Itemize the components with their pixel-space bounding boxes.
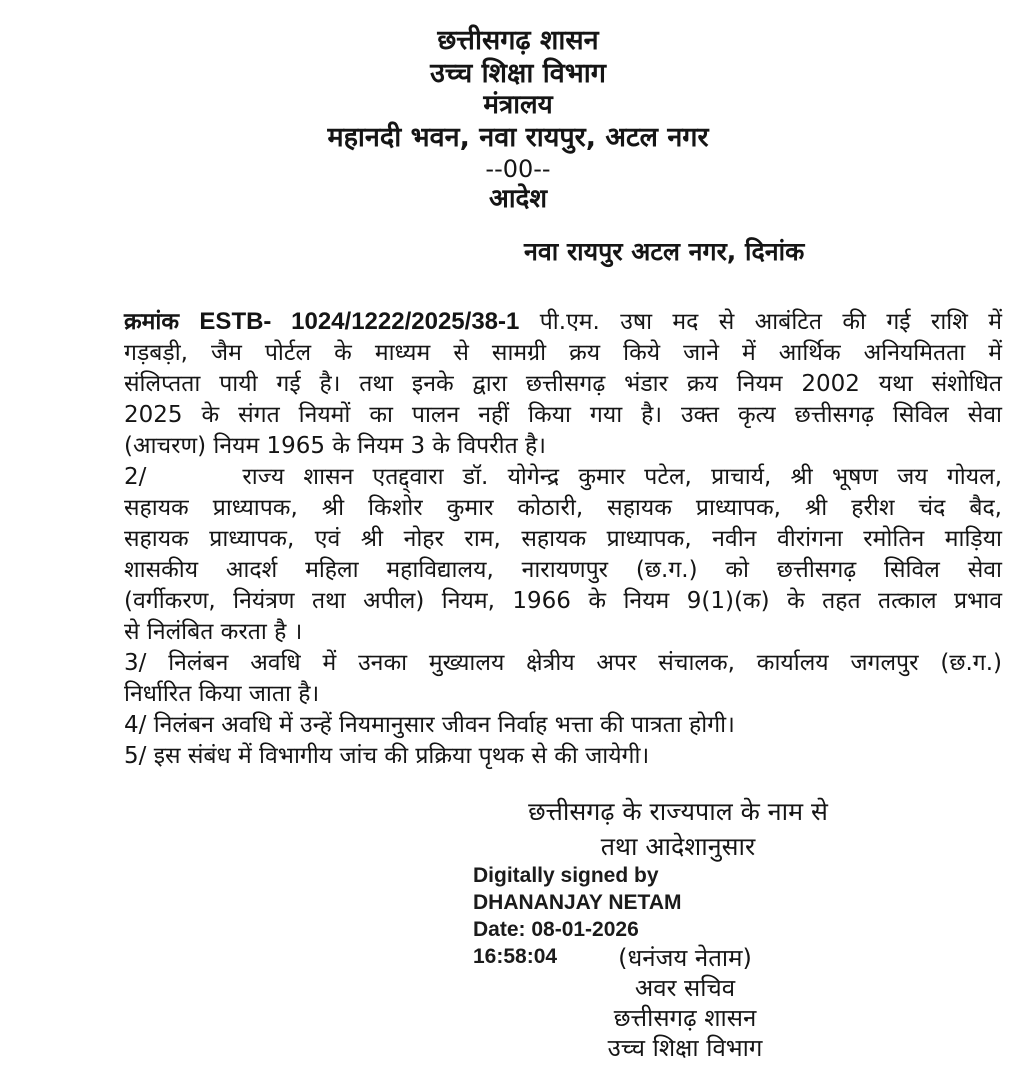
address-line: महानदी भवन, नवा रायपुर, अटल नगर [327, 122, 709, 153]
order-text-line: 2/ राज्य शासन एतद्द्वारा डॉ. योगेन्द्र कुमार पटेल, प्राचार्य, श्री भूषण जय गोयल, [124, 464, 1002, 490]
order-text-line: (वर्गीकरण, नियंत्रण तथा अपील) नियम, 1966 के नियम 9(1)(क) के तहत तत्काल प्रभाव [124, 588, 1002, 614]
signatory-name: (धनंजय नेताम) [618, 944, 752, 972]
order-ref-label: क्रमांक [124, 309, 180, 335]
order-ref-number: ESTB- 1024/1222/2025/38-1 [199, 308, 520, 335]
signatory-designation: अवर सचिव [634, 974, 736, 1002]
order-text-line: (आचरण) नियम 1965 के नियम 3 के विपरीत है। [124, 433, 546, 459]
signatory-block [545, 943, 825, 1063]
government-name: छत्तीसगढ़ शासन [437, 25, 599, 56]
ministry-label: मंत्रालय [483, 90, 553, 120]
department-name: उच्च शिक्षा विभाग [430, 58, 606, 89]
letterhead [18, 24, 1012, 215]
digital-signature-date: Date: 08-01-2026 [473, 918, 639, 941]
order-text-line: सहायक प्राध्यापक, श्री किशोर कुमार कोठारी, सहायक प्राध्यापक, श्री हरीश चंद बैद, [124, 495, 1002, 521]
order-ref-line [124, 306, 1002, 338]
signatory-org-line: उच्च शिक्षा विभाग [607, 1034, 763, 1062]
order-text-line: 2025 के संगत नियमों का पालन नहीं किया गया है। उक्त कृत्य छत्तीसगढ़ सिविल सेवा [124, 402, 1002, 428]
order-text-line: निर्धारित किया जाता है। [124, 681, 320, 707]
signatory-org-line: छत्तीसगढ़ शासन [613, 1004, 757, 1032]
order-text-line: 3/ निलंबन अवधि में उनका मुख्यालय क्षेत्रीय अपर संचालक, कार्यालय जगलपुर (छ.ग.) [124, 650, 1002, 676]
authority-line: तथा आदेशानुसार [600, 832, 756, 861]
document-title: आदेश [488, 184, 548, 214]
digital-signature-name: DHANANJAY NETAM [473, 891, 682, 914]
authority-line: छत्तीसगढ़ के राज्यपाल के नाम से [528, 797, 828, 826]
order-text-line: गड़बड़ी, जैम पोर्टल के माध्यम से सामग्री क्रय किये जाने में आर्थिक अनियमितता में [124, 340, 1002, 366]
order-body [124, 306, 1002, 772]
order-ref-rest: पी.एम. उषा मद से आबंटित की गई राशि में [539, 309, 1003, 335]
authority-block [518, 794, 838, 864]
order-text-line: 5/ इस संबंध में विभागीय जांच की प्रक्रिया पृथक से की जायेगी। [124, 743, 650, 769]
digital-signature-time: 16:58:04 [473, 945, 558, 968]
digital-signature-line: Digitally signed by [473, 864, 659, 887]
order-text-line: सहायक प्राध्यापक, एवं श्री नोहर राम, सहायक प्राध्यापक, नवीन वीरांगना रमोतिन माड़िया [124, 526, 1002, 552]
separator-mark: --00-- [485, 155, 551, 183]
order-text-line: शासकीय आदर्श महिला महाविद्यालय, नारायणपुर (छ.ग.) को छत्तीसगढ़ सिविल सेवा [124, 557, 1002, 583]
place-date-line: नवा रायपुर अटल नगर, दिनांक [524, 237, 805, 266]
order-text-line: 4/ निलंबन अवधि में उन्हें नियमानुसार जीवन निर्वाह भत्ता की पात्रता होगी। [124, 712, 735, 738]
order-text-line: संलिप्तता पायी गई है। तथा इनके द्वारा छत्तीसगढ़ भंडार क्रय नियम 2002 यथा संशोधित [124, 371, 1002, 397]
order-text-line: से निलंबित करता है । [124, 619, 303, 645]
